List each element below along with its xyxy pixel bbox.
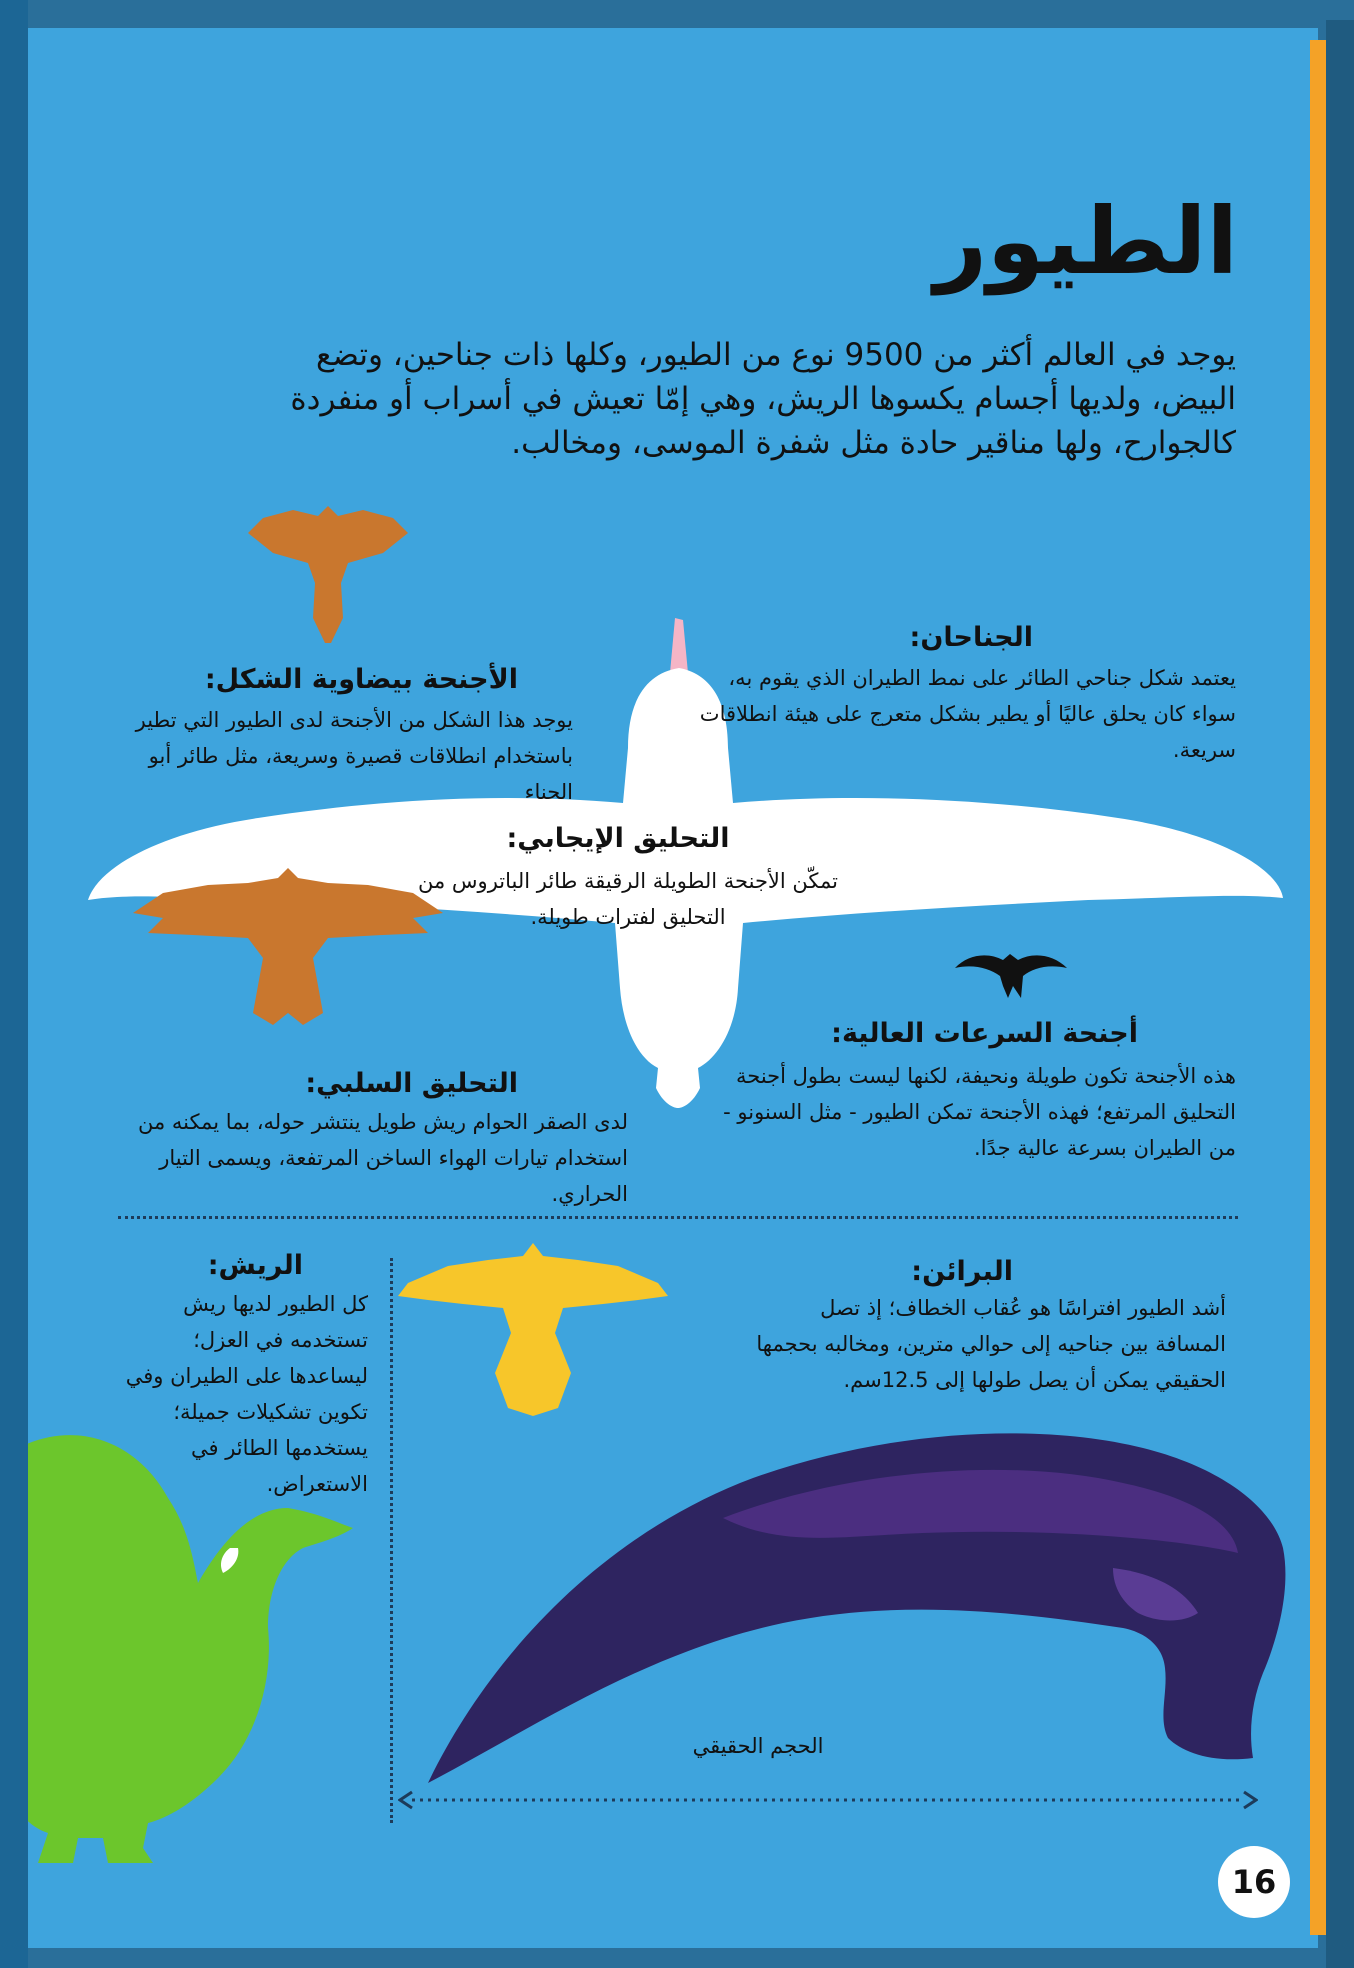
book-edge	[1326, 20, 1354, 1968]
high-speed-wings-body: هذه الأجنحة تكون طويلة ونحيفة، لكنها ليست بطول أجنحة التحليق المرتفع؛ فهذه الأجنحة تمكن الطيور - مثل السنونو - من الطيران بسرعة عالية جدًا.	[723, 1064, 1236, 1160]
talons-body: أشد الطيور افتراسًا هو عُقاب الخطاف؛ إذ تصل المسافة بين جناحيه إلى حوالي مترين، ومخالبه بحجمها الحقيقي يمكن أن يصل طولها إلى 12.5سم.	[756, 1296, 1226, 1392]
page-number: 16	[1218, 1846, 1290, 1918]
page-title: الطيور	[934, 188, 1238, 295]
high-speed-wings-heading: أجنحة السرعات العالية:	[831, 1018, 1138, 1049]
size-arrow-icon	[398, 1790, 1258, 1810]
feathers-heading: الريش:	[207, 1250, 303, 1281]
book-spine	[0, 0, 28, 1968]
intro-paragraph: يوجد في العالم أكثر من 9500 نوع من الطيور، وكلها ذات جناحين، وتضع البيض، ولديها أجسام يكسوها الريش، وهي إمّا تعيش في أسراب أو منفردة كالجوارح، ولها مناقير حادة مثل شفرة الموسى، ومخالب.	[290, 337, 1236, 461]
passive-soaring-heading: التحليق السلبي:	[305, 1068, 518, 1099]
page-edge	[1310, 40, 1326, 1935]
elliptical-wings-body: يوجد هذا الشكل من الأجنحة لدى الطيور التي تطير باستخدام انطلاقات قصيرة وسريعة، مثل طائر أبو الحناء	[135, 708, 573, 804]
talons-heading: البرائن:	[911, 1256, 1013, 1287]
wings-heading: الجناحان:	[909, 622, 1033, 653]
elliptical-wings-heading: الأجنحة بيضاوية الشكل:	[204, 664, 518, 695]
section-divider	[118, 1216, 1238, 1219]
swallow-silhouette-icon	[953, 946, 1068, 1001]
feathers-body: كل الطيور لديها ريش تستخدمه في العزل؛ ليساعدها على الطيران وفي تكوين تشكيلات جميلة؛ يستخدمها الطائر في الاستعراض.	[125, 1292, 368, 1496]
eagle-silhouette-icon	[393, 1238, 673, 1418]
wings-body: يعتمد شكل جناحي الطائر على نمط الطيران الذي يقوم به، سواء كان يحلق عاليًا أو يطير بشكل متعرج على هيئة انطلاقات سريعة.	[699, 666, 1236, 762]
active-soaring-heading: التحليق الإيجابي:	[506, 823, 730, 854]
passive-soaring-body: لدى الصقر الحوام ريش طويل ينتشر حوله، بما يمكنه من استخدام تيارات الهواء الساخن المرتفعة، ويسمى التيار الحراري.	[137, 1110, 628, 1206]
active-soaring-body: تمكّن الأجنحة الطويلة الرقيقة طائر الباتروس من التحليق لفترات طويلة.	[418, 869, 838, 929]
page	[28, 28, 1318, 1948]
actual-size-label: الحجم الحقيقي	[692, 1734, 824, 1758]
column-divider	[390, 1258, 393, 1823]
buzzard-silhouette-icon	[128, 863, 448, 1028]
